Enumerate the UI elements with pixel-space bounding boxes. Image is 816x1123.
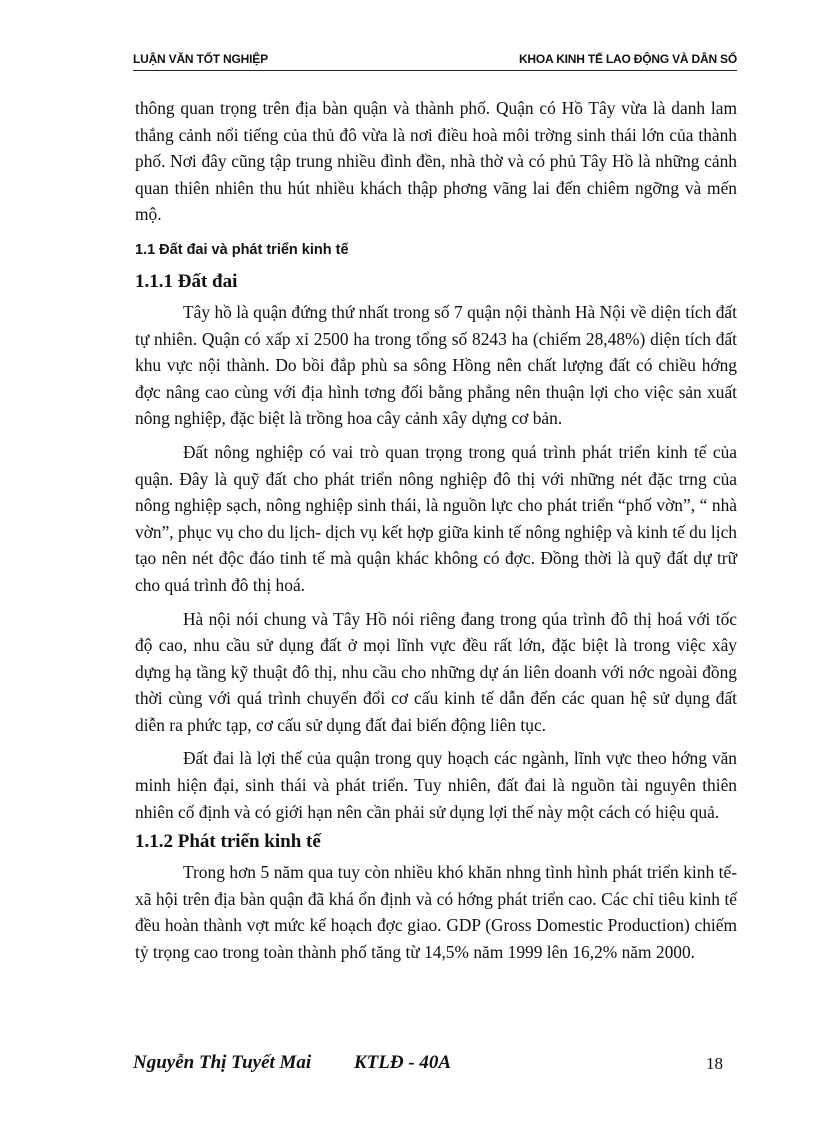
page-footer: [133, 1052, 737, 1082]
header-faculty-label: KHOA KINH TẾ LAO ĐỘNG VÀ DÂN SỐ: [518, 52, 737, 66]
header-divider: [133, 70, 737, 71]
spacer: [135, 738, 737, 745]
paragraph-economic-development: Trong hơn 5 năm qua tuy còn nhiều khó khăn nhng tình hình phát triển kinh tế- xã hội trên địa bàn quận đã khá ổn định và có hớng phát triển cao. Các chỉ tiêu kinh tế đều hoàn thành vợt mức kế hoạch đợc giao. GDP (Gross Domestic Production) chiếm tỷ trọng cao trong toàn thành phố tăng từ 14,5% năm 1999 lên 16,2% năm 2000.: [135, 862, 737, 963]
paragraph-land-advantage: Đất đai là lợi thế của quận trong quy hoạch các ngành, lĩnh vực theo hớng văn minh hiện đại, sinh thái và phát triển. Tuy nhiên, đất đai là nguồn tài nguyên thiên nhiên cố định và có giới hạn nên cần phải sử dụng lợi thế này một cách có hiệu quả.: [135, 748, 737, 822]
spacer: [135, 599, 737, 606]
page-number: 18: [706, 1054, 723, 1073]
page-header: [133, 52, 737, 70]
page-body: [135, 95, 737, 966]
paragraph-agricultural-land: Đất nông nghiệp có vai trò quan trọng trong quá trình phát triển kinh tế của quận. Đây là quỹ đất cho phát triển nông nghiệp đô thị với những nét đặc trng của nông nghiệp sạch, nông nghiệp sinh thái, là nguồn lực cho phát triển “phố vờn”, “ nhà vờn”, phục vụ cho du lịch- dịch vụ kết hợp giữa kinh tế nông nghiệp và kinh tế du lịch tạo nên nét độc đáo tinh tế mà quận khác không có đợc. Đồng thời là quỹ đất dự trữ cho quá trình đô thị hoá.: [135, 441, 737, 595]
spacer: [135, 228, 737, 235]
section-heading-1-1: 1.1 Đất đai và phát triển kinh tế: [135, 241, 349, 258]
paragraph-urbanization: Hà nội nói chung và Tây Hồ nói riêng đang trong qúa trình đô thị hoá với tốc độ cao, nhu cầu sử dụng đất ở mọi lĩnh vực đều rất lớn, đặc biệt là trong việc xây dựng hạ tầng kỹ thuật đô thị, nhu cầu cho những dự án liên doanh với nớc ngoài đồng thời cùng với quá trình chuyển đổi cơ cấu kinh tế dẫn đến các quan hệ sử dụng đất diễn ra phức tạp, cơ cấu sử dụng đất đai biến động liên tục.: [135, 608, 737, 735]
subsection-heading-1-1-2: 1.1.2 Phát triển kinh tế: [135, 831, 321, 853]
footer-author: Nguyễn Thị Tuyết Mai: [133, 1052, 312, 1073]
subsection-heading-1-1-1: 1.1.1 Đất đai: [135, 270, 238, 292]
paragraph-intro: thông quan trọng trên địa bàn quận và thành phố. Quận có Hồ Tây vừa là danh lam thắng cảnh nổi tiếng của thủ đô vừa là nơi điều hoà môi trờng sinh thái lớn của thành phố. Nơi đây cũng tập trung nhiều đình đền, nhà thờ và có phủ Tây Hồ là những cảnh quan thiên nhiên thu hút nhiều khách thập phơng vãng lai đến chiêm ngỡng và mến mộ.: [135, 98, 737, 225]
footer-class: KTLĐ - 40A: [354, 1052, 452, 1073]
spacer: [135, 432, 737, 439]
header-thesis-label: LUẬN VĂN TỐT NGHIỆP: [133, 52, 268, 66]
paragraph-land-area: Tây hồ là quận đứng thứ nhất trong số 7 quận nội thành Hà Nội về diện tích đất tự nhiên. Quận có xấp xỉ 2500 ha trong tổng số 8243 ha (chiếm 28,48%) diện tích đất khu vực nội thành. Do bồi đắp phù sa sông Hồng nên chất lượng đất có chiều hớng đợc nâng cao cùng với địa hình tơng đối bằng phẳng nên thuận lợi cho việc sản xuất nông nghiệp, đặc biệt là trồng hoa cây cảnh xây dựng cơ bản.: [135, 301, 737, 429]
